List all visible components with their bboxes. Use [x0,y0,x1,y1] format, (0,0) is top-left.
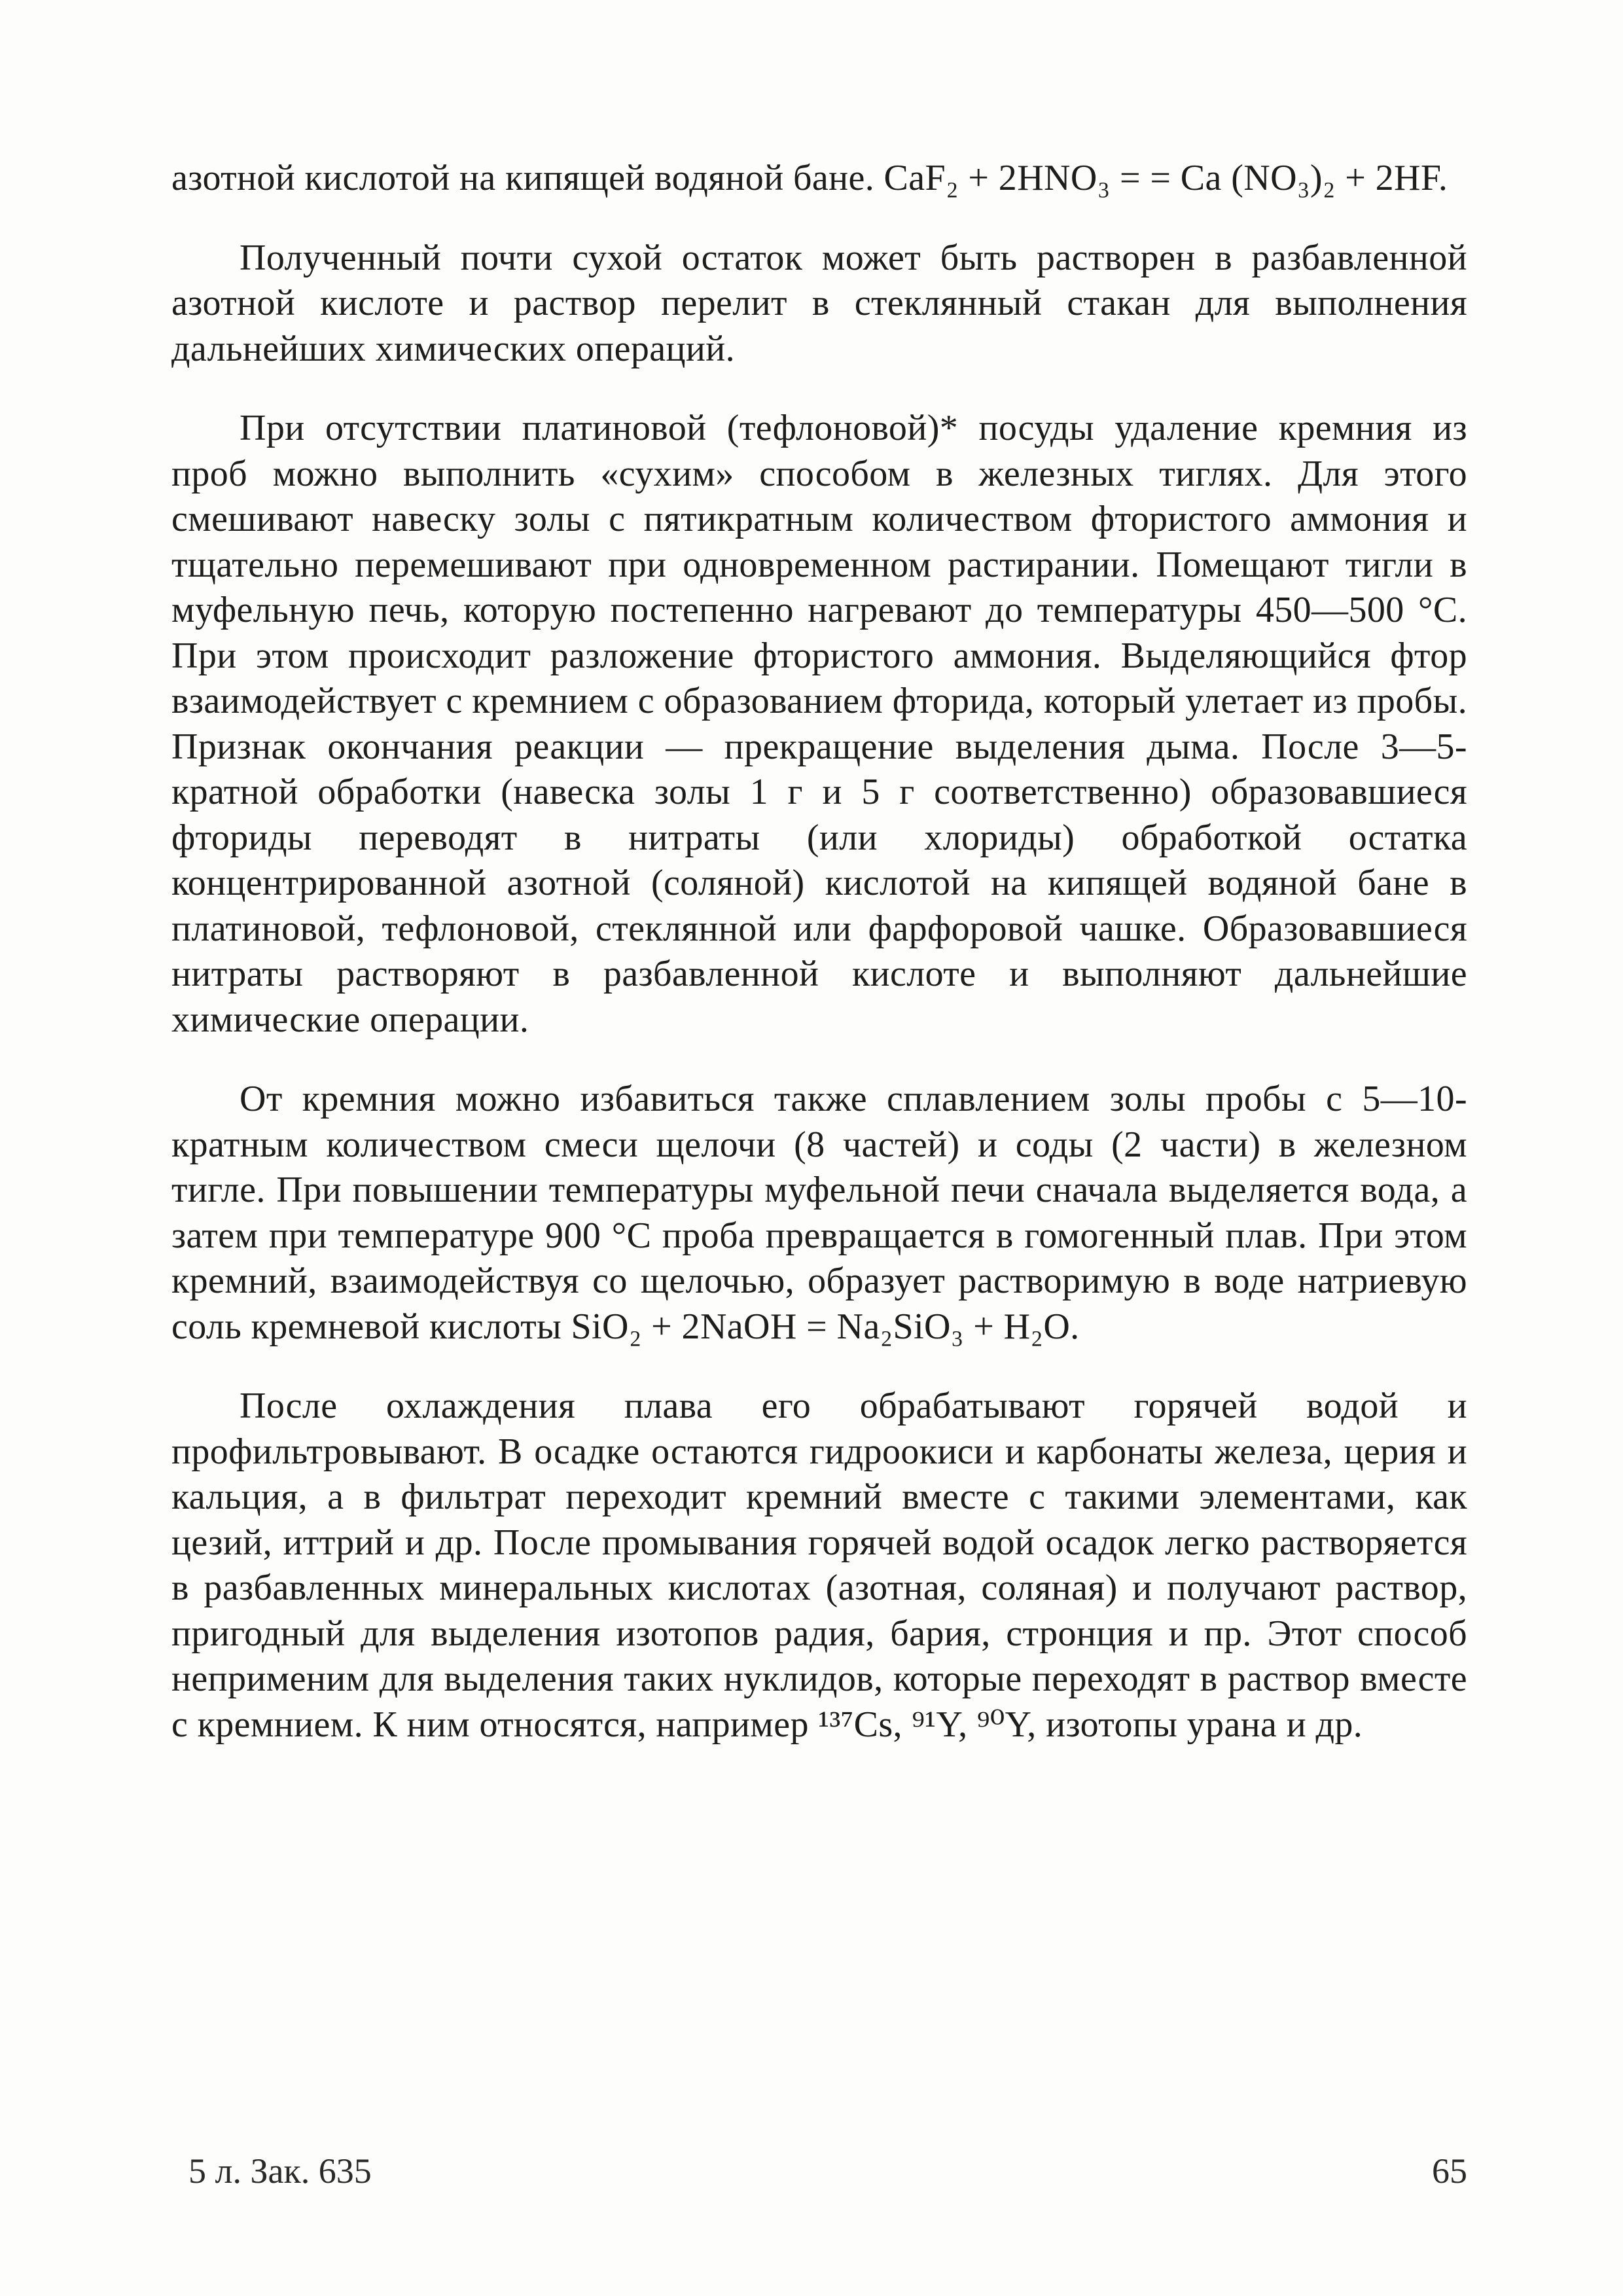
paragraph-1: азотной кислотой на кипящей водяной бане. CaF₂ + 2HNO₃ = = Ca (NO₃)₂ + 2HF. [171,158,1448,198]
printer-signature: 5 л. Зак. 635 [188,2151,372,2191]
page-number: 65 [1432,2151,1467,2191]
paragraph-3: При отсутствии платиновой (тефлоновой)* посуды удаление кремния из проб можно выполнить «сухим» способом в железных тиглях. Для этого смешивают навеску золы с пятикратным количеством фтористого аммония и тщательно перемешивают при одновременном растирании. Помещают тигли в муфельную печь, которую постепенно нагревают до температуры 450—500 °C. При этом происходит разложение фтористого аммония. Выделяющийся фтор взаимодействует с кремнием с образованием фторида, который улетает из пробы. Признак окончания реакции — прекращение выделения дыма. После 3—5-кратной обработки (навеска золы 1 г и 5 г соответственно) образовавшиеся фториды переводят в нитраты (или хлориды) обработкой остатка концентрированной азотной (соляной) кислотой на кипящей водяной бане в платиновой, тефлоновой, стеклянной или фарфоровой чашке. Образовавшиеся нитраты растворяют в разбавленной кислоте и выполняют дальнейшие химические операции. [171,408,1467,1040]
paragraph-2: Полученный почти сухой остаток может быть растворен в разбавленной азотной кислоте и раствор перелит в стеклянный стакан для выполнения дальнейших химических операций. [171,237,1467,369]
page-body [171,156,1467,1782]
paragraph-5: После охлаждения плава его обрабатывают горячей водой и профильтровывают. В осадке остаются гидроокиси и карбонаты железа, церия и кальция, а в фильтрат переходит кремний вместе с такими элементами, как цезий, иттрий и др. После промывания горячей водой осадок легко растворяется в разбавленных минеральных кислотах (азотная, соляная) и получают раствор, пригодный для выделения изотопов радия, бария, стронция и пр. Этот способ неприменим для выделения таких нуклидов, которые переходят в раствор вместе с кремнием. К ним относятся, например ¹³⁷Cs, ⁹¹Y, ⁹⁰Y, изотопы урана и др. [171,1386,1467,1745]
page-footer [171,2148,1467,2194]
paragraph-4: От кремния можно избавиться также сплавлением золы пробы с 5—10-кратным количеством смеси щелочи (8 частей) и соды (2 части) в железном тигле. При повышении температуры муфельной печи сначала выделяется вода, а затем при температуре 900 °C проба превращается в гомогенный плав. При этом кремний, взаимодействуя со щелочью, образует растворимую в воде натриевую соль кремневой кислоты SiO₂ + 2NaOH = Na₂SiO₃ + H₂O. [171,1079,1467,1347]
